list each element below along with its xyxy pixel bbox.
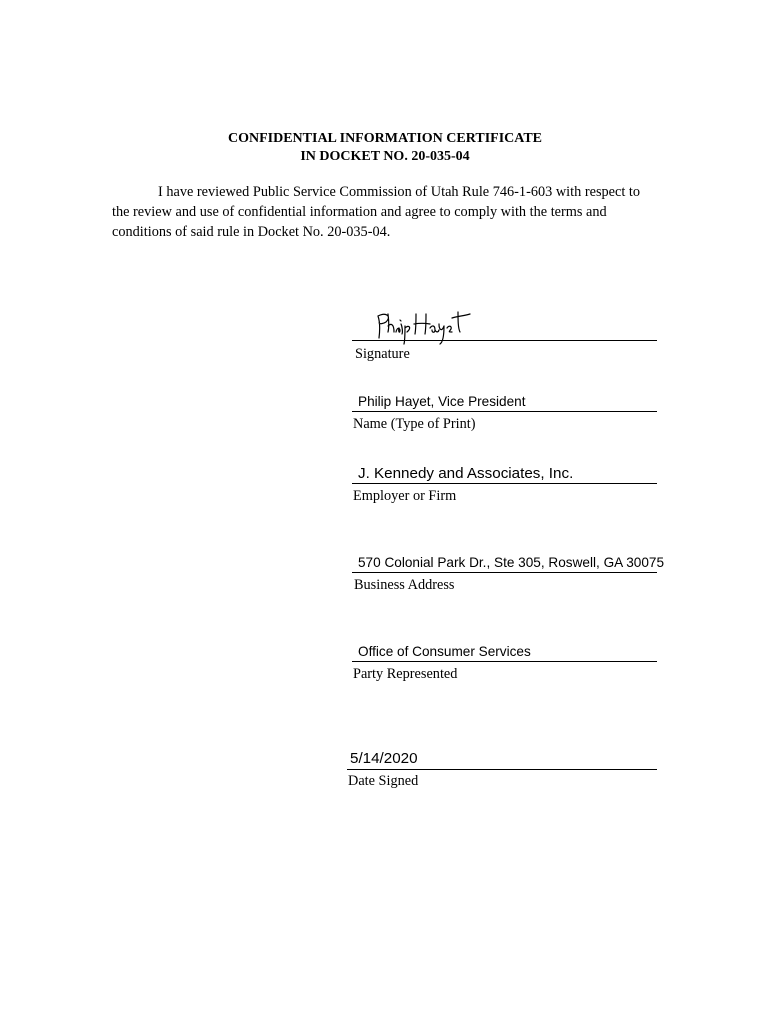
name-value: Philip Hayet, Vice President bbox=[358, 394, 526, 409]
date-label: Date Signed bbox=[348, 773, 419, 789]
address-line bbox=[352, 572, 657, 573]
address-value: 570 Colonial Park Dr., Ste 305, Roswell, GA 30075 bbox=[358, 555, 665, 570]
signature-line bbox=[352, 340, 657, 341]
address-label: Business Address bbox=[354, 577, 455, 593]
name-line bbox=[352, 411, 657, 412]
certification-statement: I have reviewed Public Service Commission of Utah Rule 746-1-603 with respect to the review and use of confidential information and agree to comply with the terms and conditions of said rule in Docket No. 20-035-04. bbox=[112, 184, 641, 240]
docket-number-heading: IN DOCKET NO. 20-035-04 bbox=[300, 149, 470, 164]
employer-label: Employer or Firm bbox=[353, 488, 457, 504]
date-value: 5/14/2020 bbox=[350, 750, 418, 767]
name-label: Name (Type of Print) bbox=[353, 416, 476, 432]
employer-line bbox=[352, 483, 657, 484]
party-line bbox=[352, 661, 657, 662]
signature-label: Signature bbox=[355, 346, 410, 362]
party-value: Office of Consumer Services bbox=[358, 644, 531, 659]
certificate-title-line1: CONFIDENTIAL INFORMATION CERTIFICATE bbox=[227, 131, 543, 146]
employer-value: J. Kennedy and Associates, Inc. bbox=[358, 465, 574, 482]
party-label: Party Represented bbox=[353, 666, 458, 682]
date-line bbox=[347, 769, 657, 770]
